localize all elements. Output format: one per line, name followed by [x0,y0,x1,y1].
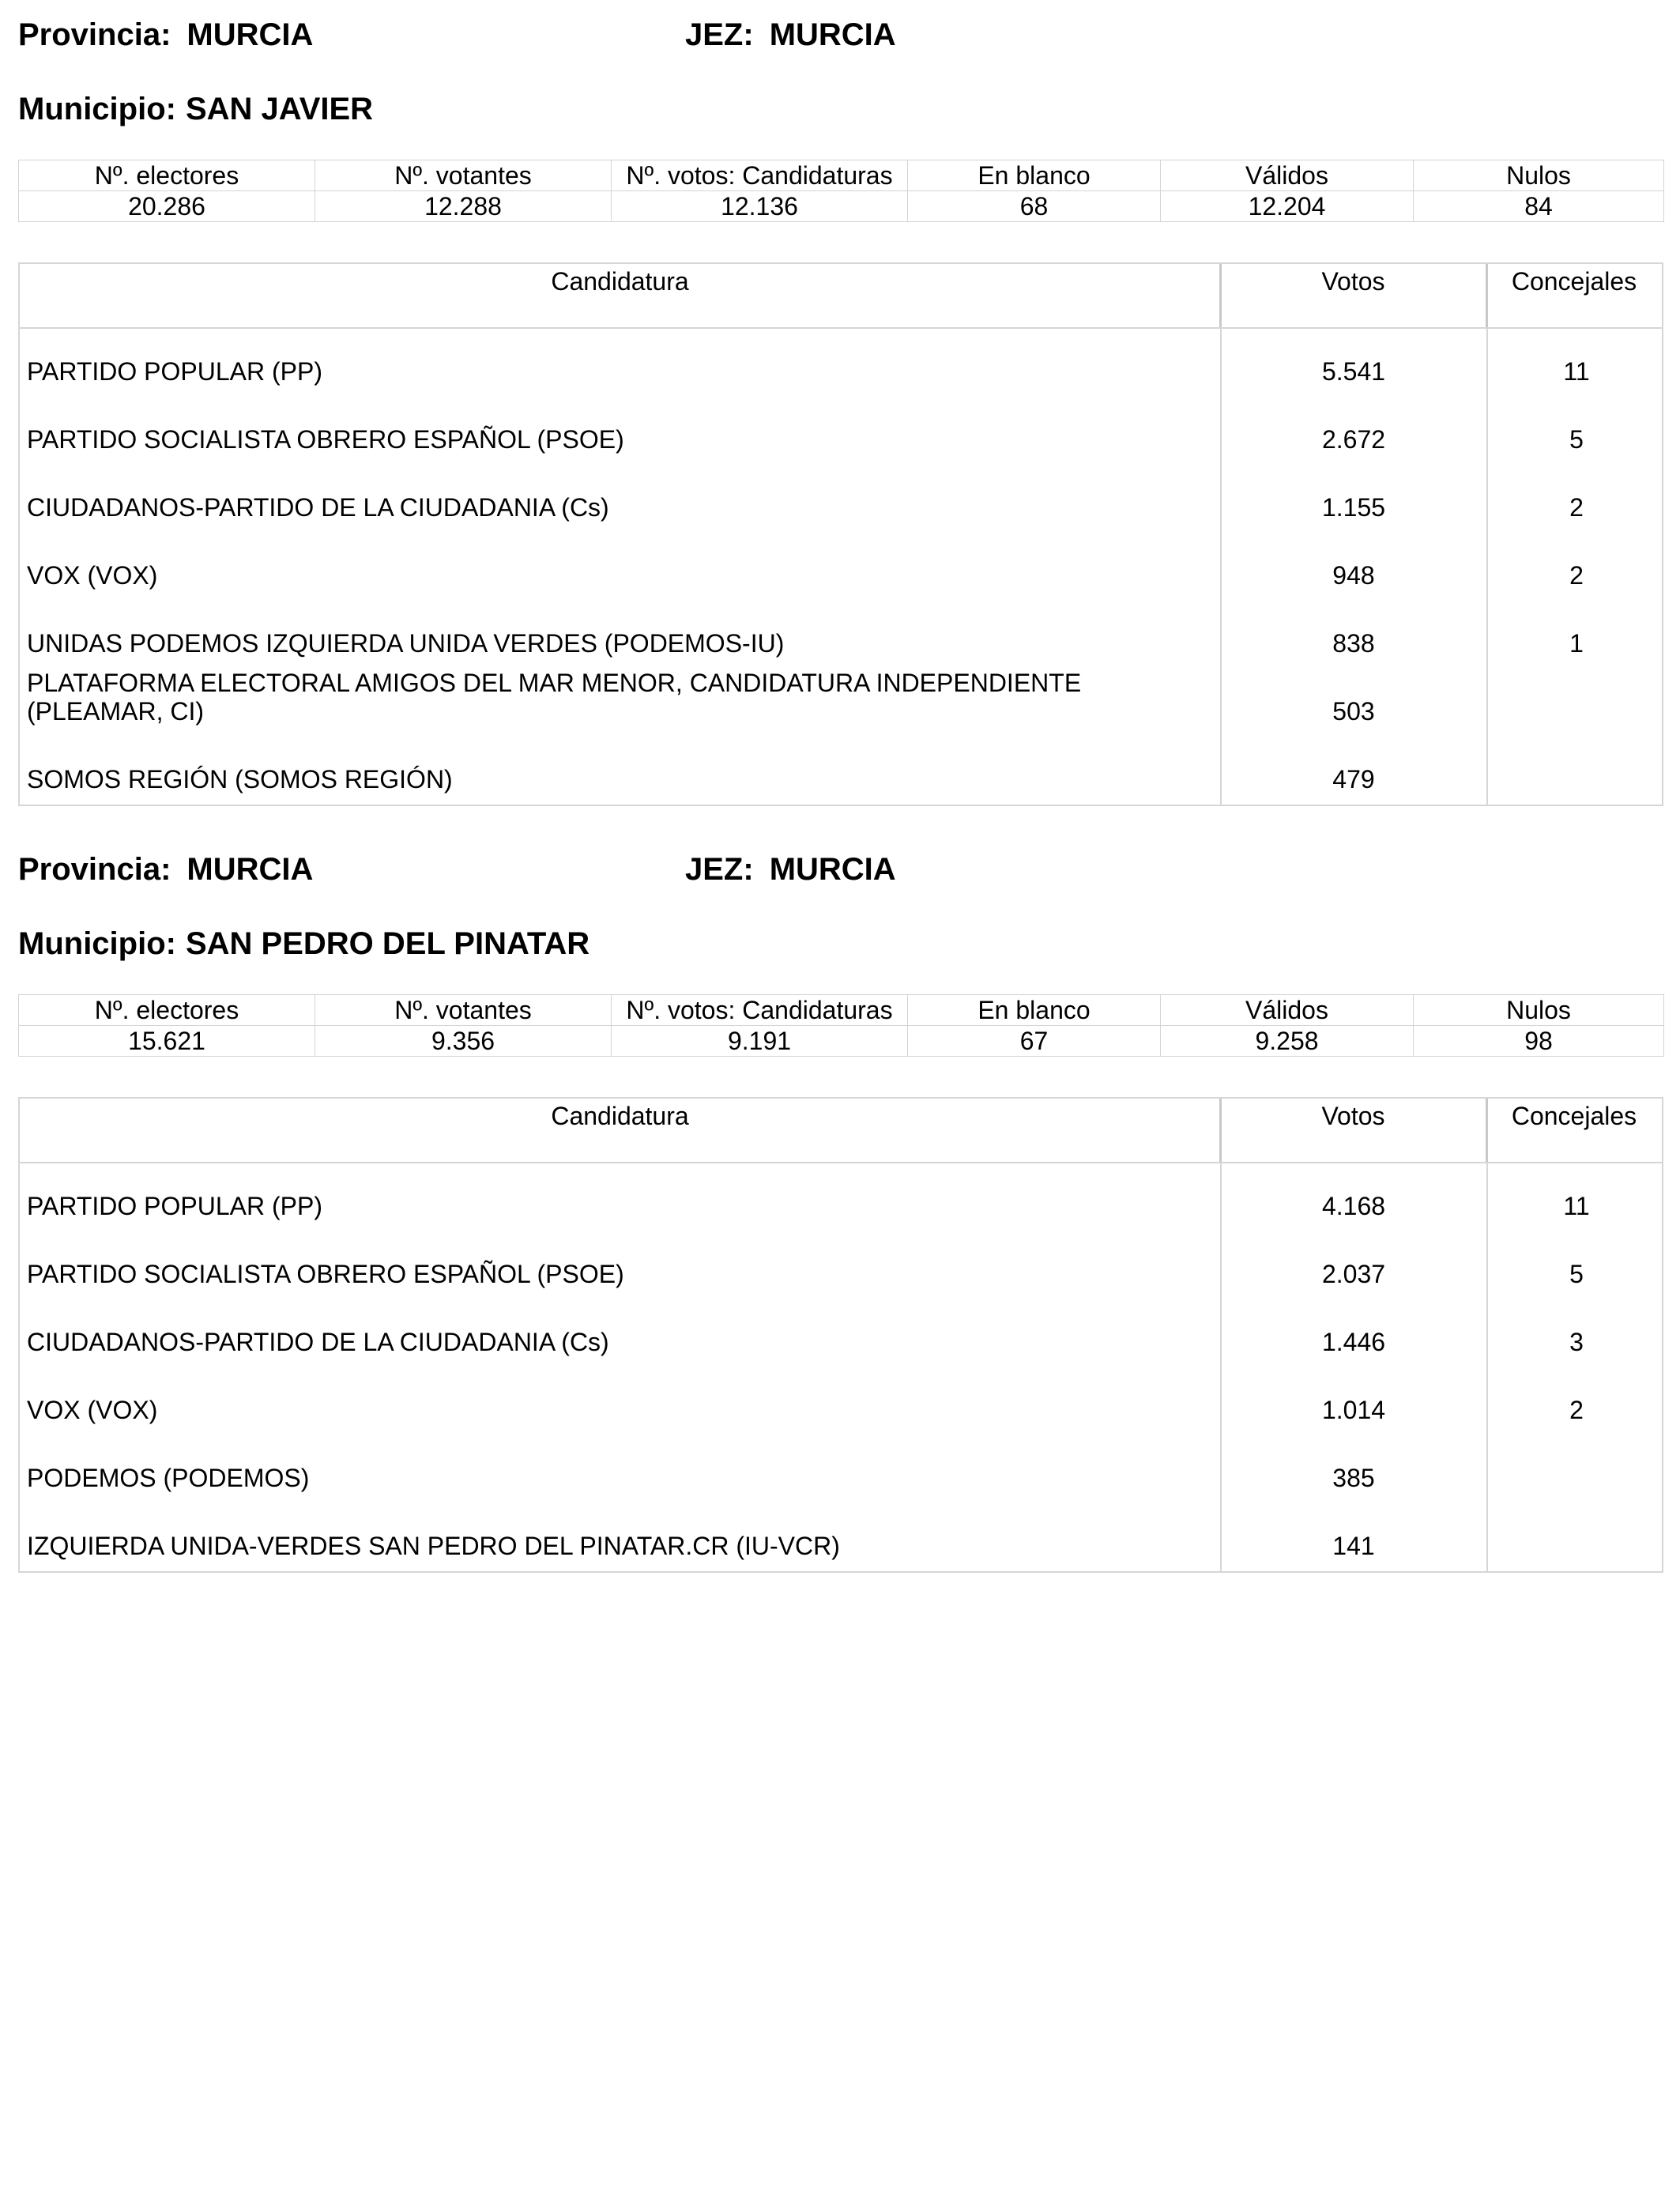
summary-value-electores: 15.621 [19,1026,315,1057]
party-votes: 838 [1332,629,1375,658]
party-votes: 948 [1332,561,1375,590]
result-row [20,1367,1662,1435]
party-name: VOX (VOX) [27,561,158,590]
summary-value-en-blanco: 68 [908,191,1161,222]
provincia-heading [18,852,313,887]
summary-header-en-blanco: En blanco [908,160,1161,191]
result-row [20,1231,1662,1299]
summary-value-nulos: 84 [1414,191,1664,222]
summary-header-nulos: Nulos [1414,995,1664,1026]
party-name: VOX (VOX) [27,1396,158,1424]
col-header-votos: Votos [1321,267,1385,296]
party-name: CIUDADANOS-PARTIDO DE LA CIUDADANIA (Cs) [27,493,609,522]
results-table [18,1097,1663,1573]
summary-header-votantes: Nº. votantes [315,995,612,1026]
summary-value-validos: 9.258 [1161,1026,1414,1057]
party-votes: 385 [1332,1464,1375,1492]
party-votes: 503 [1332,697,1375,726]
party-votes: 479 [1332,765,1375,794]
party-name: PODEMOS (PODEMOS) [27,1464,310,1492]
summary-header-electores: Nº. electores [19,160,315,191]
jez-label: JEZ: [685,17,754,52]
col-header-votos: Votos [1321,1102,1385,1130]
provincia-value: MURCIA [186,852,314,887]
summary-header-row [19,995,1664,1026]
jez-heading [685,852,896,887]
summary-header-en-blanco: En blanco [908,995,1161,1026]
party-name: PLATAFORMA ELECTORAL AMIGOS DEL MAR MENOR, CANDIDATURA INDEPENDIENTE (PLEAMAR, CI) [27,669,1082,726]
summary-value-votantes: 12.288 [315,191,612,222]
provincia-label: Provincia: [18,17,171,52]
party-name: UNIDAS PODEMOS IZQUIERDA UNIDA VERDES (PODEMOS-IU) [27,629,785,658]
result-row [20,397,1662,465]
party-votes: 141 [1332,1532,1375,1560]
result-row [20,1163,1662,1231]
summary-value-validos: 12.204 [1161,191,1414,222]
party-seats: 5 [1569,425,1584,454]
party-seats: 11 [1563,1192,1590,1220]
provincia-label: Provincia: [18,852,171,887]
summary-header-nulos: Nulos [1414,160,1664,191]
summary-table [18,994,1664,1057]
party-seats: 5 [1569,1260,1584,1288]
summary-value-en-blanco: 67 [908,1026,1161,1057]
summary-value-votos-candidaturas: 9.191 [612,1026,908,1057]
provincia-value: MURCIA [186,17,314,52]
party-votes: 2.037 [1321,1260,1386,1288]
jez-value: MURCIA [769,852,896,887]
jez-value: MURCIA [769,17,896,52]
provincia-heading [18,17,313,52]
results-table [18,262,1663,806]
summary-table [18,160,1664,222]
municipio-label: Municipio: [18,92,176,126]
summary-header-electores: Nº. electores [19,995,315,1026]
summary-value-votos-candidaturas: 12.136 [612,191,908,222]
summary-value-row [19,1026,1664,1057]
party-votes: 4.168 [1321,1192,1386,1220]
result-row [20,329,1662,397]
party-seats: 11 [1563,357,1590,386]
summary-header-votantes: Nº. votantes [315,160,612,191]
municipio-heading [18,92,373,126]
party-votes: 5.541 [1321,357,1386,386]
party-seats: 2 [1569,1396,1584,1424]
party-name: CIUDADANOS-PARTIDO DE LA CIUDADANIA (Cs) [27,1328,609,1356]
party-seats: 2 [1569,561,1584,590]
col-header-candidatura: Candidatura [551,267,689,296]
summary-header-votos-candidaturas: Nº. votos: Candidaturas [612,160,908,191]
col-header-concejales: Concejales [1511,267,1637,296]
summary-header-validos: Válidos [1161,995,1414,1026]
summary-header-validos: Válidos [1161,160,1414,191]
jez-label: JEZ: [685,852,754,887]
summary-header-votos-candidaturas: Nº. votos: Candidaturas [612,995,908,1026]
result-row [20,1503,1662,1571]
result-row [20,1435,1662,1503]
party-seats: 2 [1569,493,1584,522]
party-name: IZQUIERDA UNIDA-VERDES SAN PEDRO DEL PINATAR.CR (IU-VCR) [27,1532,840,1560]
party-votes: 1.446 [1321,1328,1386,1356]
result-row [20,737,1662,805]
municipio-value: SAN JAVIER [185,92,374,126]
party-votes: 1.155 [1321,493,1386,522]
summary-value-row [19,191,1664,222]
jez-heading [685,17,896,52]
result-row [20,669,1662,737]
summary-header-row [19,160,1664,191]
col-header-concejales: Concejales [1511,1102,1637,1130]
result-row [20,1299,1662,1367]
municipio-value: SAN PEDRO DEL PINATAR [185,926,590,961]
summary-value-electores: 20.286 [19,191,315,222]
col-header-candidatura: Candidatura [551,1102,689,1130]
party-name: SOMOS REGIÓN (SOMOS REGIÓN) [27,765,453,794]
party-name: PARTIDO POPULAR (PP) [27,1192,322,1220]
municipio-heading [18,926,590,961]
result-row [20,465,1662,533]
party-votes: 1.014 [1321,1396,1386,1424]
party-name: PARTIDO SOCIALISTA OBRERO ESPAÑOL (PSOE) [27,1260,624,1288]
party-seats: 3 [1569,1328,1584,1356]
summary-value-nulos: 98 [1414,1026,1664,1057]
result-row [20,533,1662,601]
party-name: PARTIDO SOCIALISTA OBRERO ESPAÑOL (PSOE) [27,425,624,454]
result-row [20,601,1662,669]
party-name: PARTIDO POPULAR (PP) [27,357,322,386]
party-votes: 2.672 [1321,425,1386,454]
summary-value-votantes: 9.356 [315,1026,612,1057]
party-seats: 1 [1569,629,1584,658]
municipio-label: Municipio: [18,926,176,961]
